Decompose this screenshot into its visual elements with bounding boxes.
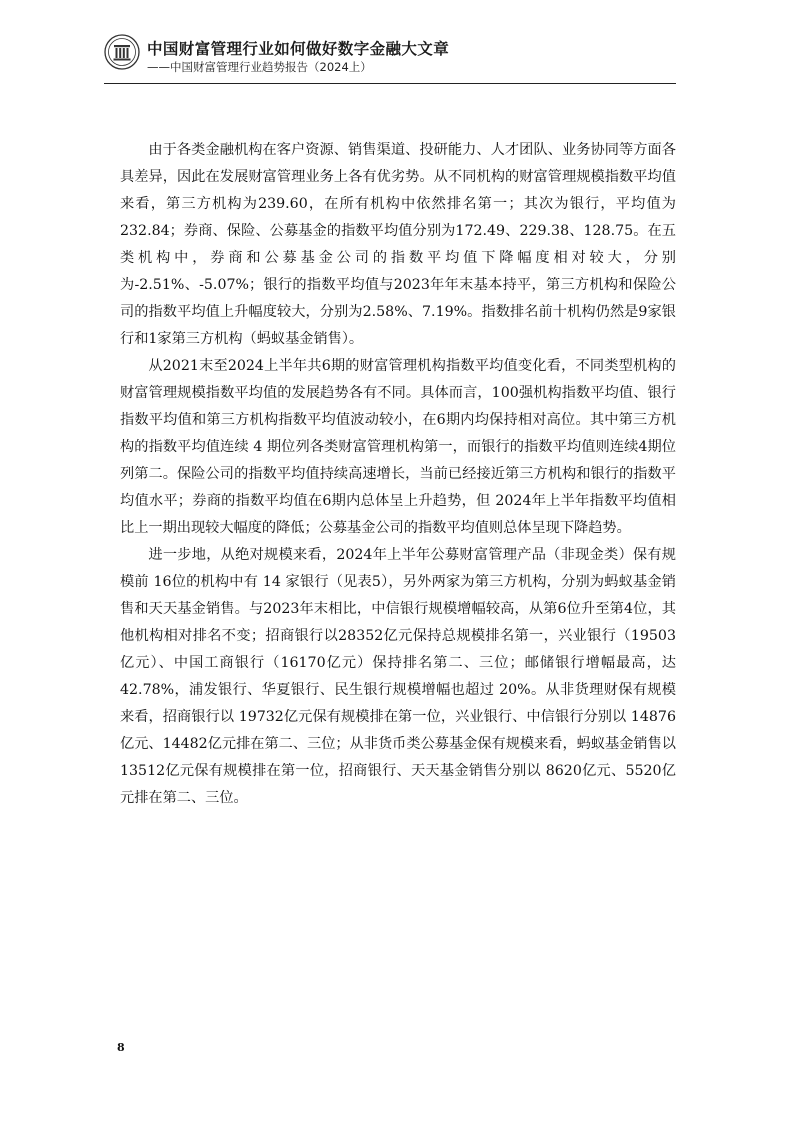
report-title: 中国财富管理行业如何做好数字金融大文章 <box>147 39 450 58</box>
body-text <box>120 137 676 812</box>
page-header <box>104 34 676 86</box>
page-number: 8 <box>117 1041 125 1054</box>
report-subtitle: ——中国财富管理行业趋势报告（2024上） <box>147 60 372 74</box>
paragraph: 由于各类金融机构在客户资源、销售渠道、投研能力、人才团队、业务协同等方面各具差异，因此在发展财富管理业务上各有优劣势。从不同机构的财富管理规模指数平均值来看，第三方机构为239.60，在所有机构中依然排名第一；其次为银行，平均值为232.84；券商、保险、公募基金的指数平均值分别为172.49、229.38、128.75。在五类机构中，券商和公募基金公司的指数平均值下降幅度相对较大，分别为-2.51%、-5.07%；银行的指数平均值与2023年年末基本持平，第三方机构和保险公司的指数平均值上升幅度较大，分别为2.58%、7.19%。指数排名前十机构仍然是9家银行和1家第三方机构（蚂蚁基金销售）。 <box>120 142 676 347</box>
paragraph: 进一步地，从绝对规模来看，2024年上半年公募财富管理产品（非现金类）保有规模前 16位的机构中有 14 家银行（见表5），另外两家为第三方机构，分别为蚂蚁基金销售和天天基金销售。与2023年末相比，中信银行规模增幅较高，从第6位升至第4位，其他机构相对排名不变；招商银行以28352亿元保持总规模排名第一，兴业银行（19503亿元）、中国工商银行（16170亿元）保持排名第二、三位；邮储银行增幅最高，达 42.78%，浦发银行、华夏银行、民生银行规模增幅也超过 20%。从非货理财保有规模来看，招商银行以 19732亿元保有规模排在第一位，兴业银行、中信银行分别以 14876亿元、14482亿元排在第二、三位；从非货币类公募基金保有规模来看，蚂蚁基金销售以 13512亿元保有规模排在第一位，招商银行、天天基金销售分别以 8620亿元、5520亿元排在第二、三位。 <box>120 547 676 806</box>
institution-logo-icon <box>104 34 140 70</box>
header-divider <box>104 83 676 84</box>
paragraph: 从2021末至2024上半年共6期的财富管理机构指数平均值变化看，不同类型机构的财富管理规模指数平均值的发展趋势各有不同。具体而言，100强机构指数平均值、银行指数平均值和第三方机构指数平均值波动较小，在6期内均保持相对高位。其中第三方机构的指数平均值连续 4 期位列各类财富管理机构第一，而银行的指数平均值则连续4期位列第二。保险公司的指数平均值持续高速增长，当前已经接近第三方机构和银行的指数平均值水平；券商的指数平均值在6期内总体呈上升趋势，但 2024年上半年指数平均值相比上一期出现较大幅度的降低；公募基金公司的指数平均值则总体呈现下降趋势。 <box>120 358 676 536</box>
